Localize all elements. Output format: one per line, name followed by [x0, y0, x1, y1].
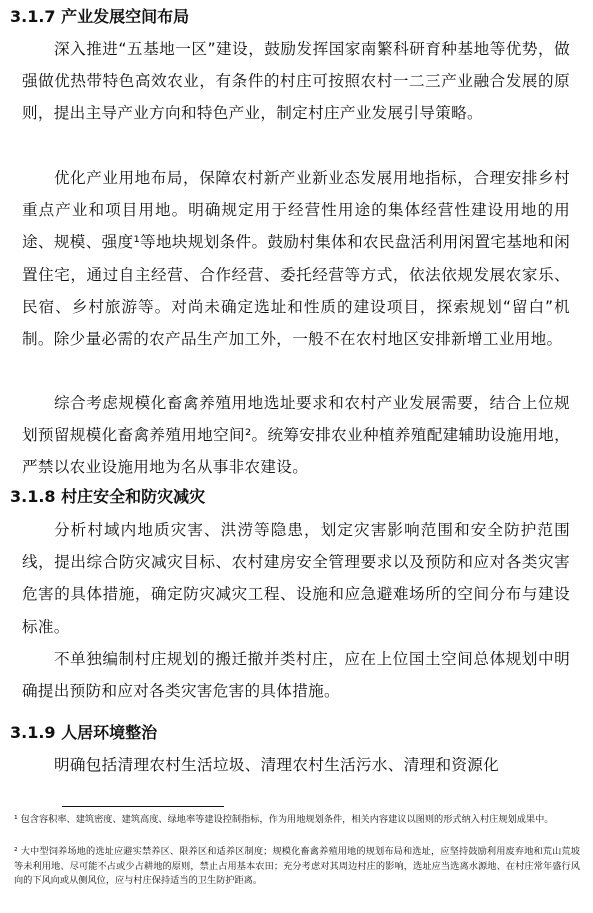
- footnote-1: ¹ 包含容积率、建筑密度、建筑高度、绿地率等建设控制指标，作为用地规划条件，相关内容建议以图则的形式纳入村庄规划成果中。: [14, 814, 554, 825]
- section-heading-3-1-7: 3.1.7 产业发展空间布局: [10, 7, 190, 26]
- section-heading-3-1-8: 3.1.8 村庄安全和防灾减灾: [10, 487, 206, 506]
- paragraph-3-1-8-2: 不单独编制村庄规划的搬迁撤并类村庄，应在上位国土空间总体规划中明确提出预防和应对各类灾害危害的具体措施。: [22, 650, 570, 701]
- paragraph-3-1-7-3: 综合考虑规模化畜禽养殖用地选址要求和农村产业发展需要，结合上位规划预留规模化畜禽养殖用地空间²。统筹安排农业种植养殖配建辅助设施用地，严禁以农业设施用地为名从事非农建设。: [22, 394, 570, 477]
- section-heading-3-1-9: 3.1.9 人居环境整治: [10, 723, 158, 742]
- footnote-separator: [62, 806, 224, 807]
- paragraph-3-1-8-1: 分析村域内地质灾害、洪涝等隐患，划定灾害影响范围和安全防护范围线，提出综合防灾减灾目标、农村建房安全管理要求以及预防和应对各类灾害危害的具体措施，确定防灾减灾工程、设施和应急避难场所的空间分布与建设标准。: [22, 521, 570, 636]
- paragraph-3-1-7-2: 优化产业用地布局，保障农村新产业新业态发展用地指标，合理安排乡村重点产业和项目用地。明确规定用于经营性用途的集体经营性建设用地的用途、规模、强度¹等地块规划条件。鼓励村集体和农民盘活利用闲置宅基地和闲置住宅，通过自主经营、合作经营、委托经营等方式，依法依规发展农家乐、民宿、乡村旅游等。对尚未确定选址和性质的建设项目，探索规划“留白”机制。除少量必需的农产品生产加工外，一般不在农村地区安排新增工业用地。: [22, 169, 570, 349]
- footnote-2: ² 大中型饲养场地的选址应避实禁养区、限养区和适养区制度；规模化畜禽养殖用地的规划布局和选址，应坚持鼓励利用废弃地和荒山荒坡等未利用地、尽可能不占或少占耕地的原则，禁止占用基本农田；充分考虑对其周边村庄的影响，选址应当选离水源地、在村庄常年盛行风向的下风向或从侧风位，应与村庄保持适当的卫生防护距离。: [14, 846, 580, 886]
- paragraph-3-1-9-1: 明确包括清理农村生活垃圾、清理农村生活污水、清理和资源化: [54, 756, 500, 774]
- paragraph-3-1-7-1: 深入推进“五基地一区”建设，鼓励发挥国家南繁科研育种基地等优势，做强做优热带特色高效农业，有条件的村庄可按照农村一二三产业融合发展的原则，提出主导产业方向和特色产业，制定村庄产业发展引导策略。: [22, 40, 570, 123]
